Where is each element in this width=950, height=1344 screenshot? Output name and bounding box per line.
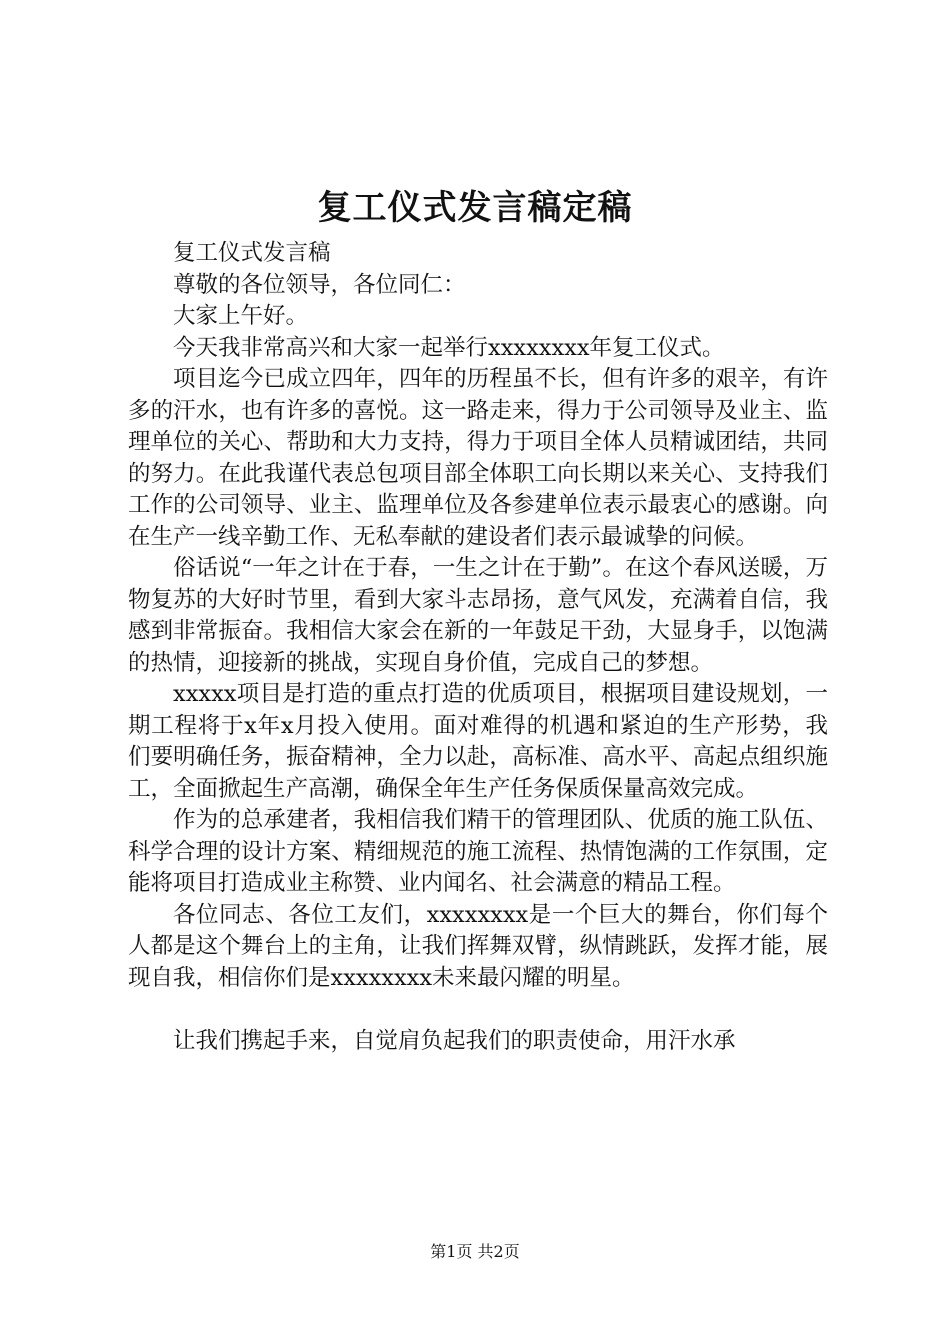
paragraph-salutation: 尊敬的各位领导，各位同仁： (173, 271, 466, 298)
document-body (128, 238, 828, 1057)
paragraph-contractor: 作为的总承建者，我相信我们精干的管理团队、优质的施工队伍、科学合理的设计方案、精细规范的施工流程、热情饱满的工作氛围，定能将项目打造成业主称赞、业内闻名、社会满意的精品工程。 (128, 807, 828, 896)
document-title: 复工仪式发言稿定稿 (317, 188, 633, 228)
page-number: 第1页 共2页 (430, 1242, 520, 1261)
paragraph-spring: 俗话说“一年之计在于春，一生之计在于勤”。在这个春风送暖，万物复苏的大好时节里，看到大家斗志昂扬，意气风发，充满着自信，我感到非常振奋。我相信大家会在新的一年鼓足干劲，大显身手，以饱满的热情，迎接新的挑战，实现自身价值，完成自己的梦想。 (128, 555, 828, 676)
paragraph-thanks: 项目迄今已成立四年，四年的历程虽不长，但有许多的艰辛，有许多的汗水，也有许多的喜悦。这一路走来，得力于公司领导及业主、监理单位的关心、帮助和大力支持，得力于项目全体人员精诚团结，共同的努力。在此我谨代表总包项目部全体职工向长期以来关心、支持我们工作的公司领导、业主、监理单位及各参建单位表示最衷心的感谢。向在生产一线辛勤工作、无私奉献的建设者们表示最诚挚的问候。 (128, 366, 828, 550)
paragraph-stage: 各位同志、各位工友们，xxxxxxxx是一个巨大的舞台，你们每个人都是这个舞台上的主角，让我们挥舞双臂，纵情跳跃，发挥才能，展现自我，相信你们是xxxxxxxx未来最闪耀的明星。 (128, 901, 828, 991)
paragraph-closing: 让我们携起手来，自觉肩负起我们的职责使命，用汗水承 (173, 1027, 736, 1054)
paragraph-subtitle: 复工仪式发言稿 (173, 240, 331, 266)
paragraph-project: xxxxx项目是打造的重点打造的优质项目，根据项目建设规划，一期工程将于x年x月投入使用。面对难得的机遇和紧迫的生产形势，我们要明确任务，振奋精神，全力以赴，高标准、高水平、高起点组织施工，全面掀起生产高潮，确保全年生产任务保质保量高效完成。 (128, 681, 828, 802)
paragraph-opening: 今天我非常高兴和大家一起举行xxxxxxxx年复工仪式。 (173, 334, 725, 361)
paragraph-greeting: 大家上午好。 (173, 303, 309, 329)
